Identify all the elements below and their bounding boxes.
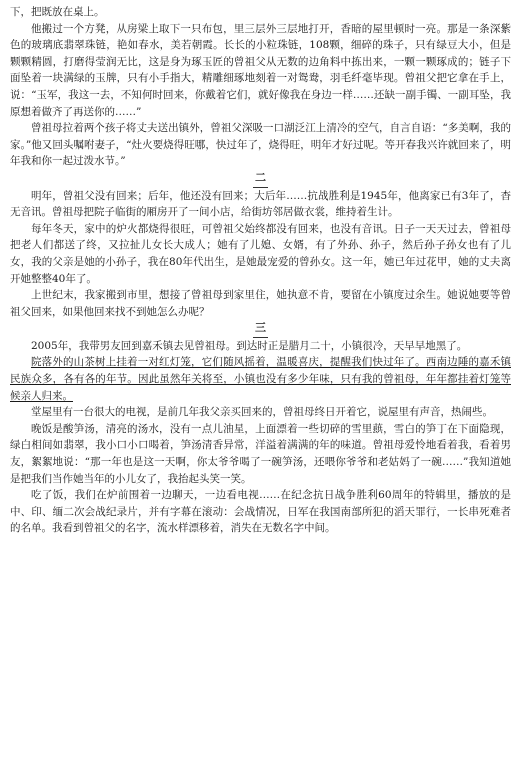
underlined-paragraph: 院落外的山茶树上挂着一对红灯笼，它们随风摇着，温暖喜庆，提醒我们快过年了。西南边陲的嘉禾镇民族众多，各有各的年节。因此虽然年关将至，小镇也没有多少年味，只有我的曾祖母，年年都挂着灯笼等候亲人归来。: [10, 356, 511, 402]
paragraph: 吃了饭，我们在炉前围着一边聊天，一边看电视……在纪念抗日战争胜利60周年的特辑里，播放的是中、印、缅二次会战纪录片，并有字幕在滚动：会战情况，日军在我国南部所犯的滔天罪行，一长串死难者的名单。我看到曾祖父的名字，流水样漂移着，消失在无数名字中间。: [10, 489, 511, 535]
paragraph: 下，把既放在桌上。: [10, 6, 105, 18]
paragraph: 曾祖母拉着两个孩子将丈夫送出镇外，曾祖父深吸一口湖泛江上清冷的空气，自言自语：“多美啊，我的家。”他又回头嘱咐妻子，“灶火要烧得旺哪，快过年了，烧得旺，明年才好过呢。等开春我兴许就回来了，明年我和你一起过泼水节。”: [10, 122, 511, 168]
paragraph: 每年冬天，家中的炉火都烧得很旺，可曾祖父始终都没有回来，也没有音讯。日子一天天过去，曾祖母把老人们都送了终，又拉扯儿女长大成人；她有了儿媳、女婿，有了外孙、孙子，然后孙子孙女也有了儿女，我的父亲是她的小孙子，我在80年代出生，是她最宠爱的曾孙女。这一年，她已年过花甲，她的丈夫离开她整整40年了。: [10, 222, 511, 285]
paragraph: 上世纪末，我家搬到市里，想接了曾祖母到家里住，她执意不肯，要留在小镇度过余生。她说她要等曾祖父回来，如果他回来找不到她怎么办呢？: [10, 289, 511, 318]
section-heading-label: 二: [253, 170, 268, 188]
section-heading-label: 三: [253, 320, 268, 338]
paragraph: 晚饭是酸笋汤，清亮的汤水，没有一点儿油星，上面漂着一些切碎的雪里蕻，雪白的笋丁在下面隐现，绿白相间如翡翠，我小口小口喝着，笋汤清香异常，洋溢着满满的年的味道。曾祖母爱怜地看着我，看着男友，絮絮地说：“那一年也是这一天啊，你太爷爷喝了一碗笋汤，还喂你爷爷和老姑妈了一碗……”我知道她是把我们当作她当年的小儿女了，我抬起头笑一笑。: [10, 422, 511, 485]
paragraph: 明年，曾祖父没有回来；后年，他还没有回来；大后年……抗战胜利是1945年，他离家已有3年了，杳无音讯。曾祖母把院子临街的厢房开了一间小店，给街坊邻居做衣裳，维持着生计。: [10, 189, 511, 219]
paragraph: 堂屋里有一台很大的电视，是前几年我父亲买回来的，曾祖母终日开着它，说屋里有声音，热闹些。: [31, 406, 493, 419]
section-heading: [10, 170, 511, 188]
paragraph: 2005年，我带男友回到嘉禾镇去见曾祖母。到达时正是腊月二十，小镇很冷，天早早地黑了。: [31, 339, 468, 352]
paragraph: 他搬过一个方凳，从房梁上取下一只布包，里三层外三层地打开，香暗的屋里顿时一亮。那是一条深紫色的玻璃底翡翠珠链，艳如春水，美若朝霞。长长的小粒珠链，108颗，细碎的珠子，只有绿豆大小，但是颗颗精圆，打磨得莹润无比，这是身为琢玉匠的曾祖父从无数的边角料中拣出来，一颗一颗琢成的；链子下面坠着一块满绿的玉牌，只有小手指大，精雕细琢地刻着一对鸳鸯，羽毛纤毫毕现。曾祖父把它拿在手上，说：“玉军，我这一去，不知何时回来，你戴着它们，就好像我在身边一样……还缺一副手镯、一副耳坠，我原想着做齐了再送你的……”: [10, 22, 511, 118]
section-heading: [10, 320, 511, 338]
